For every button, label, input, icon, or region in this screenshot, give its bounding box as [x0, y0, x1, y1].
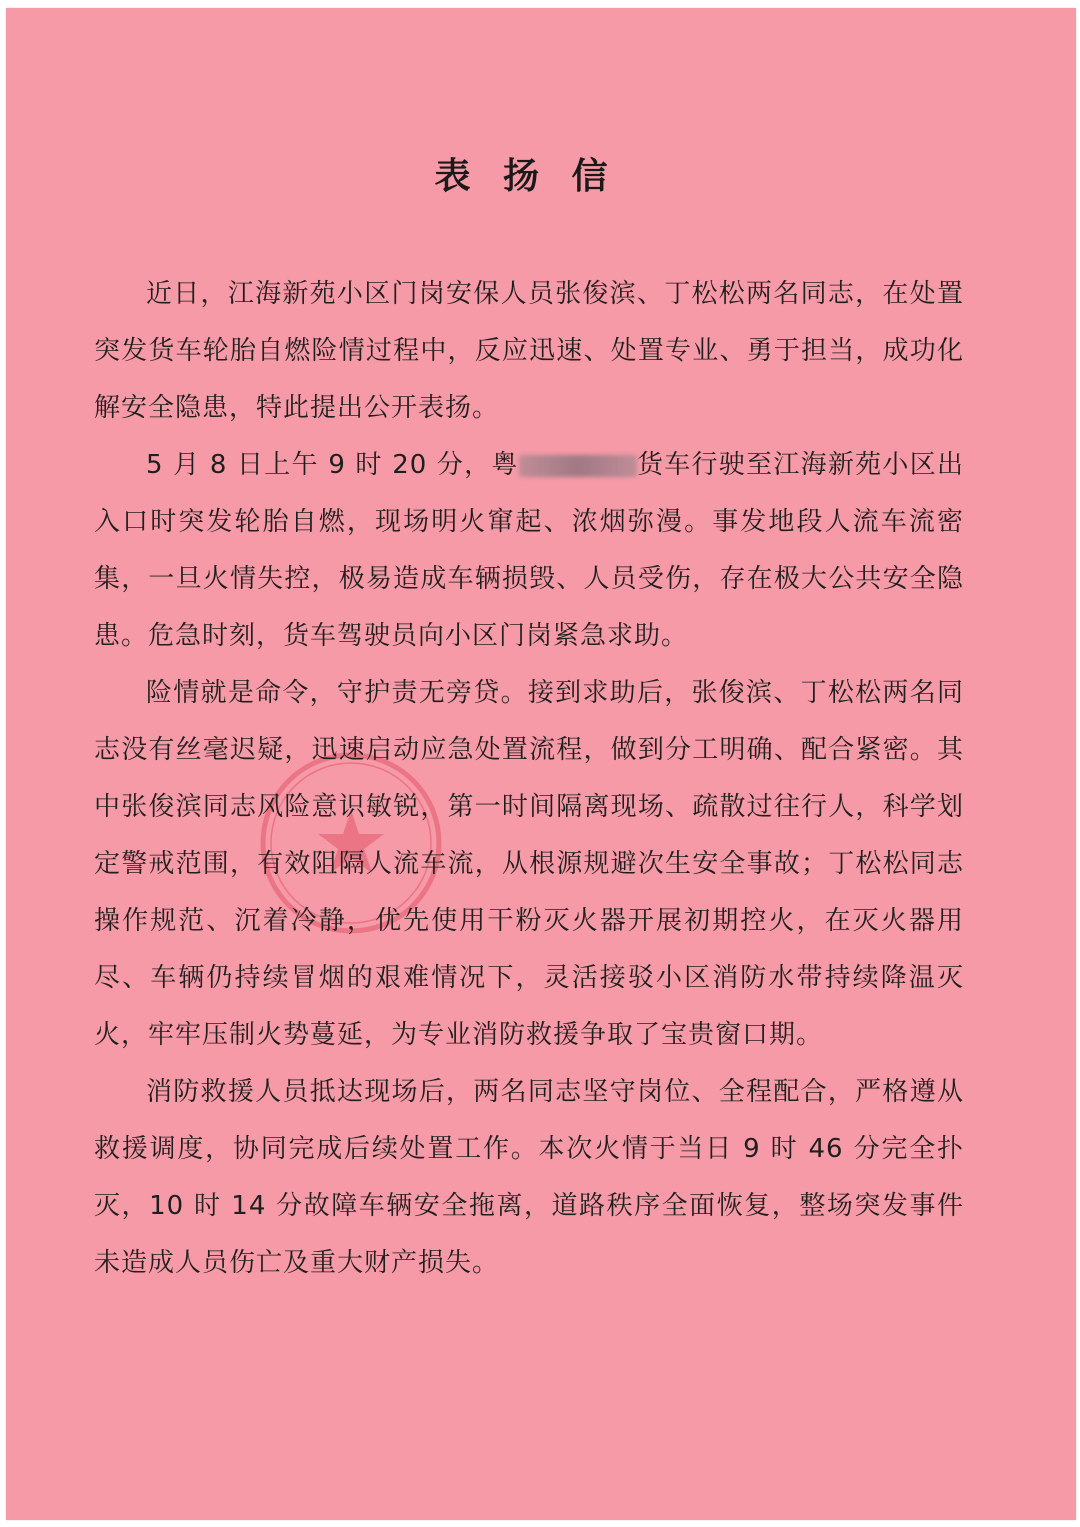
paragraph-1: 近日，江海新苑小区门岗安保人员张俊滨、丁松松两名同志，在处置突发货车轮胎自燃险情过程中，反应迅速、处置专业、勇于担当，成功化解安全隐患，特此提出公开表扬。 [94, 279, 964, 423]
redacted-plate-number [519, 455, 637, 477]
paragraph-2-rest: 货车行驶至江海新苑小区出入口时突发轮胎自燃，现场明火窜起、浓烟弥漫。事发地段人流车流密集，一旦火情失控，极易造成车辆损毁、人员受伤，存在极大公共安全隐患。危急时刻，货车驾驶员向小区门岗紧急求助。 [94, 450, 964, 651]
paragraph-4: 消防救援人员抵达现场后，两名同志坚守岗位、全程配合，严格遵从救援调度，协同完成后续处置工作。本次火情于当日 9 时 46 分完全扑灭，10 时 14 分故障车辆安全拖离，道路秩序全面恢复，整场突发事件未造成人员伤亡及重大财产损失。 [94, 1077, 964, 1278]
letter-body [94, 266, 964, 1292]
paragraph-2 [94, 437, 964, 665]
paragraph-3: 险情就是命令，守护责无旁贷。接到求助后，张俊滨、丁松松两名同志没有丝毫迟疑，迅速启动应急处置流程，做到分工明确、配合紧密。其中张俊滨同志风险意识敏锐，第一时间隔离现场、疏散过往行人，科学划定警戒范围，有效阻隔人流车流，从根源规避次生安全事故；丁松松同志操作规范、沉着冷静，优先使用干粉灭火器开展初期控火，在灭火器用尽、车辆仍持续冒烟的艰难情况下，灵活接驳小区消防水带持续降温灭火，牢牢压制火势蔓延，为专业消防救援争取了宝贵窗口期。 [94, 678, 964, 1050]
letter-title: 表 扬 信 [434, 155, 618, 197]
letter-page [6, 8, 1076, 1520]
paragraph-2-start: 5 月 8 日上午 9 时 20 分，粤 [146, 450, 519, 480]
